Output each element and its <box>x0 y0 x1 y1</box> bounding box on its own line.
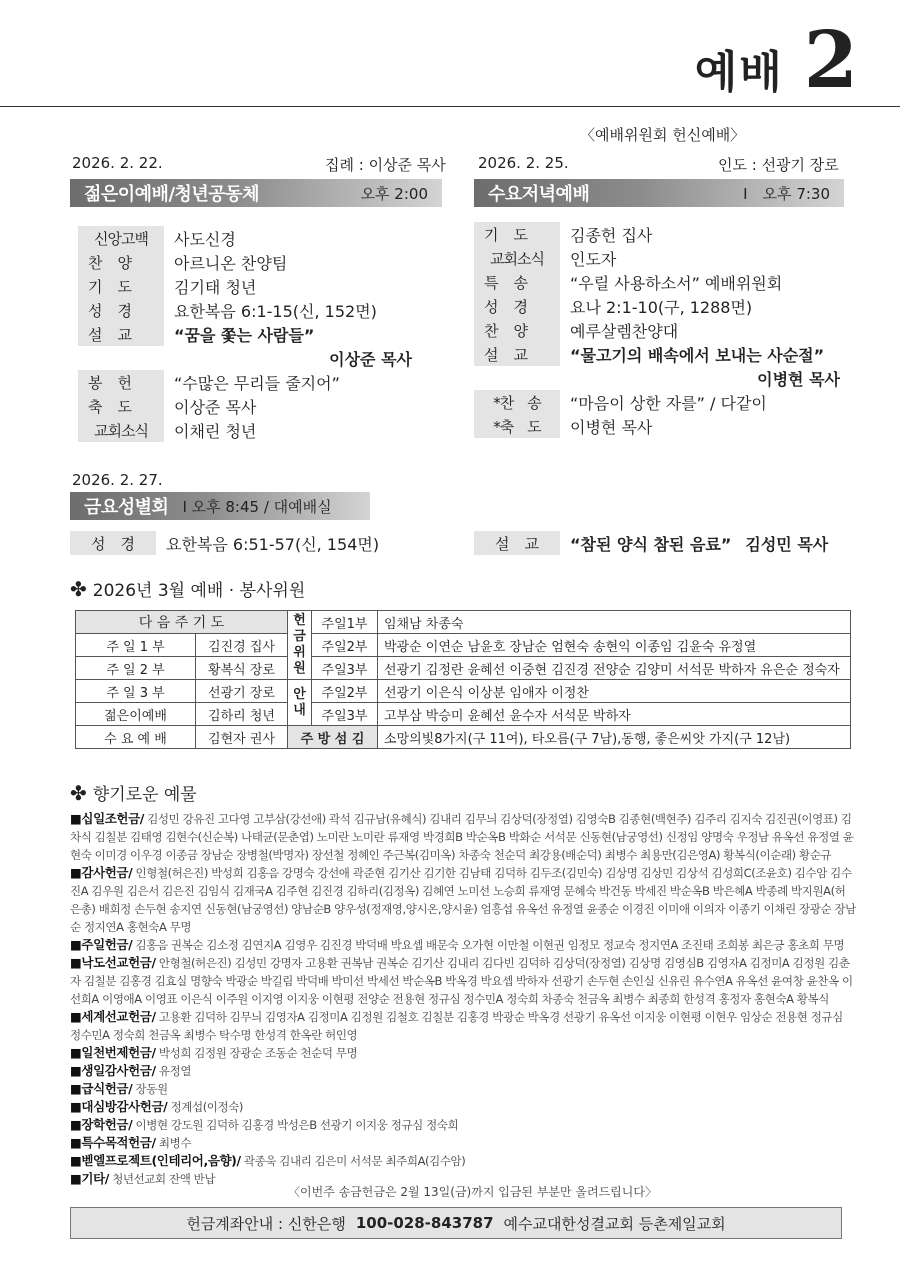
order-label: *축 도 <box>474 414 560 438</box>
prayer-service: 주 일 3 부 <box>76 680 196 703</box>
wednesday-service-title: 수요저녁예배 <box>488 184 590 205</box>
order-row <box>474 414 840 438</box>
visit-groups: 소망의빛8가지(구 11여), 타오름(구 7남),동행, 좋은씨앗 가지(구 12남) <box>378 726 851 749</box>
offering-entry <box>70 1134 856 1152</box>
offering-entry <box>70 810 856 864</box>
offering-entry <box>70 1116 856 1134</box>
duty-service: 주일3부 <box>312 657 378 680</box>
duty-names: 임채남 차종숙 <box>378 611 851 634</box>
offering-entry <box>70 1080 856 1098</box>
offerings-heading-text: 향기로운 예물 <box>92 785 197 805</box>
friday-scripture-row <box>70 531 379 555</box>
friday-sermon-label: 설 교 <box>474 531 560 555</box>
offering-entry <box>70 936 856 954</box>
youth-service-time: 오후 2:00 <box>360 184 428 203</box>
offering-category: ■감사헌금/ <box>70 865 133 880</box>
order-value: 이상준 목사 <box>174 397 257 417</box>
prayer-name: 김진경 집사 <box>196 634 288 657</box>
usher-group-label: 안내 <box>288 680 312 726</box>
offering-entry <box>70 1062 856 1080</box>
order-row <box>474 366 840 390</box>
order-label: 기 도 <box>78 274 164 298</box>
order-row <box>78 394 412 418</box>
friday-scripture-label: 성 경 <box>70 531 156 555</box>
offering-names: 곽종욱 김내리 김은미 서석문 최주희A(김수암) <box>240 1154 466 1168</box>
prayer-name: 김하리 청년 <box>196 703 288 726</box>
order-value: 이병현 목사 <box>570 417 653 437</box>
clover-icon: ✤ <box>70 780 87 805</box>
offering-entry <box>70 1008 856 1044</box>
order-value: 아르니온 찬양팀 <box>174 253 288 273</box>
wednesday-service-bar <box>474 179 844 207</box>
duty-row <box>76 726 851 749</box>
order-value: 김기태 청년 <box>174 277 257 297</box>
order-label: 기 도 <box>474 222 560 246</box>
youth-leader: 집례 : 이상준 목사 <box>325 156 446 174</box>
order-value: 요나 2:1-10(구, 1288면) <box>570 297 753 317</box>
friday-sermon-title: “참된 양식 참된 음료” <box>570 534 732 554</box>
order-row <box>474 342 840 366</box>
page-number: 2 <box>803 15 858 106</box>
preacher-name: 이상준 목사 <box>329 349 412 369</box>
youth-date: 2026. 2. 22. <box>72 154 163 172</box>
offering-category: ■대심방감사헌금/ <box>70 1099 168 1114</box>
order-value: “꿈을 쫓는 사람들” <box>174 325 315 345</box>
offering-entry <box>70 1152 856 1170</box>
offering-names: 유정열 <box>155 1064 192 1078</box>
page-header <box>694 15 858 106</box>
order-row <box>78 370 412 394</box>
wednesday-date: 2026. 2. 25. <box>478 154 569 172</box>
youth-service-bar <box>70 179 442 207</box>
order-row <box>474 246 840 270</box>
duty-service: 주일3부 <box>312 703 378 726</box>
order-value: 인도자 <box>570 249 617 269</box>
youth-service-title: 젊은이예배/청년공동체 <box>84 184 259 205</box>
order-label: 교회소식 <box>474 246 560 270</box>
order-row <box>78 274 412 298</box>
order-row <box>474 270 840 294</box>
offering-entry <box>70 864 856 936</box>
friday-date: 2026. 2. 27. <box>72 471 163 489</box>
offering-list <box>70 810 856 1188</box>
wednesday-service-time: I 오후 7:30 <box>743 184 830 203</box>
order-row <box>78 346 412 370</box>
friday-service-time: I 오후 8:45 / 대예배실 <box>182 497 332 516</box>
wednesday-order-list <box>474 222 840 438</box>
order-row <box>78 418 412 442</box>
committee-note: 〈예배위원회 헌신예배〉 <box>580 126 746 144</box>
order-label: 봉 헌 <box>78 370 164 394</box>
order-row <box>474 390 840 414</box>
order-label <box>474 366 560 390</box>
bank-holder: 예수교대한성결교회 등촌제일교회 <box>503 1214 726 1233</box>
duty-names: 고부삼 박승미 윤혜선 윤수자 서석문 박하자 <box>378 703 851 726</box>
offering-category: ■급식헌금/ <box>70 1081 133 1096</box>
offering-category: ■일천번제헌금/ <box>70 1045 156 1060</box>
offering-note: 〈이번주 송금헌금은 2월 13일(금)까지 입금된 부분만 올려드립니다〉 <box>288 1185 657 1199</box>
wednesday-leader: 인도 : 선광기 장로 <box>718 156 839 174</box>
order-row <box>474 222 840 246</box>
prayer-name: 김현자 권사 <box>196 726 288 749</box>
order-value: “우릴 사용하소서” 예배위원회 <box>570 273 783 293</box>
order-label: 설 교 <box>474 342 560 366</box>
order-value: 이채린 청년 <box>174 421 257 441</box>
march-duty-heading <box>70 576 305 601</box>
offering-names: 최병수 <box>155 1136 192 1150</box>
order-value: 사도신경 <box>174 229 236 249</box>
offering-category: ■기타/ <box>70 1171 109 1186</box>
offering-category: ■낙도선교헌금/ <box>70 955 156 970</box>
prayer-service: 주 일 1 부 <box>76 634 196 657</box>
offering-category: ■십일조헌금/ <box>70 811 144 826</box>
order-label: 찬 양 <box>474 318 560 342</box>
order-row <box>78 298 412 322</box>
duty-row <box>76 703 851 726</box>
youth-order-list <box>78 226 412 442</box>
order-label <box>78 346 164 370</box>
order-row <box>78 322 412 346</box>
order-row <box>474 318 840 342</box>
offering-category: ■주일헌금/ <box>70 937 133 952</box>
order-row <box>78 226 412 250</box>
offering-category: ■세계선교헌금/ <box>70 1009 156 1024</box>
duty-row <box>76 634 851 657</box>
offering-category: ■특수목적헌금/ <box>70 1135 156 1150</box>
order-label: 신앙고백 <box>78 226 164 250</box>
order-value: 예루살렘찬양대 <box>570 321 679 341</box>
bank-label: 헌금계좌안내 : 신한은행 <box>186 1214 346 1233</box>
duty-service: 주일1부 <box>312 611 378 634</box>
visit-label: 주 방 섬 김 <box>288 726 378 749</box>
prayer-name: 선광기 장로 <box>196 680 288 703</box>
order-value: “물고기의 배속에서 보내는 사순절” <box>570 345 825 365</box>
bank-info-box <box>70 1207 842 1239</box>
duty-names: 박광순 이연순 남윤호 장남순 엄현숙 송현익 이종임 김윤숙 유정열 <box>378 634 851 657</box>
order-label: 교회소식 <box>78 418 164 442</box>
offering-names: 장동원 <box>132 1082 168 1096</box>
friday-sermon-row <box>474 531 828 555</box>
prayer-service: 주 일 2 부 <box>76 657 196 680</box>
order-label: 찬 양 <box>78 250 164 274</box>
duty-row <box>76 657 851 680</box>
offering-group-label: 헌금위원 <box>288 611 312 680</box>
order-value: 요한복음 6:1-15(신, 152면) <box>174 301 377 321</box>
duty-row <box>76 611 851 634</box>
offering-names: 인형철(허은진) 박성희 김홍음 강명숙 강선애 곽준현 김기산 김기한 김남태 김덕하 김두조(김민숙) 김상명 김상민 김상석 김성희C(조윤호) 김수암 김수진A 김우원 김은서 김은진 김임식 김재국A 김주현 김진경 김하리(김정옥) 김혜연 노미선 노승희 류재영 문혜숙 박건동 박세진 박순옥B 박은혜A 박종례 박지원A(허은총) 배희정 손두현 송지연 신동현(남궁영선) 양남순B 양우성(정재영,양시온,양시윤) 엄흥섭 유옥선 유정열 윤종순 이경진 이미애 이의자 이종기 이채린 장광순 장남순 정지연A 홍현숙A 무명 <box>70 866 856 934</box>
duty-names: 선광기 김정란 윤혜선 이중현 김진경 전양순 김양미 서석문 박하자 유은순 정숙자 <box>378 657 851 680</box>
offering-names: 고용환 김덕하 김무늬 김영자A 김정미A 김정원 김철호 김칠분 김홍경 박광순 박옥경 선광기 유옥선 이지웅 이현평 이현우 임상순 전용현 정규심 정수민A 정숙희 천금옥 최병수 탁수명 한성격 한옥란 허인영 <box>70 1010 843 1042</box>
offering-names: 정계섭(이정숙) <box>167 1100 243 1114</box>
order-value: “마음이 상한 자를” / 다같이 <box>570 393 767 413</box>
prayer-service: 젊은이예배 <box>76 703 196 726</box>
order-label: 축 도 <box>78 394 164 418</box>
order-row <box>474 294 840 318</box>
order-label: 설 교 <box>78 322 164 346</box>
order-label: 성 경 <box>474 294 560 318</box>
bank-account: 100-028-843787 <box>355 1214 494 1232</box>
offering-names: 안형철(허은진) 김성민 강명자 고용환 권복남 권복순 김기산 김내리 김다빈 김덕하 김상덕(장정열) 김상명 김영심B 김영자A 김정미A 김정원 김춘자 김칠분 김홍경 김효실 명향숙 박광순 박길림 박덕배 박미선 박세선 박순옥B 박옥경 박요셉 박하자 선광기 손두현 손인실 신유린 유수연A 유옥선 윤여창 윤찬옥 이선희A 이영애A 이영표 이은식 이주원 이지영 이지웅 이현평 전양순 전용현 정규심 정수민A 정숙희 차종숙 천금옥 최병수 최종희 한성격 홍정자 홍현숙A 황복식 <box>70 956 853 1006</box>
offerings-heading <box>70 780 197 805</box>
header-rule <box>0 106 900 107</box>
offering-entry <box>70 1098 856 1116</box>
order-label: *찬 송 <box>474 390 560 414</box>
order-value: “수많은 무리들 줄지어” <box>174 373 340 393</box>
order-value: 김종헌 집사 <box>570 225 653 245</box>
offering-names: 김홍음 권복순 김소정 김연지A 김영우 김진경 박덕배 박요셉 배문숙 오가현 이만철 이현권 임정모 정교숙 정지연A 조진태 조희봉 최은긍 홍초희 무명 <box>132 938 845 952</box>
order-row <box>78 250 412 274</box>
friday-service-bar <box>70 492 370 520</box>
offering-entry <box>70 954 856 1008</box>
header-word: 예배 <box>694 47 784 98</box>
offering-names: 이병현 강도원 김덕하 김홍경 박성은B 선광기 이지웅 정규심 정숙희 <box>132 1118 459 1132</box>
friday-service-title: 금요성별회 <box>84 497 169 518</box>
offering-category: ■벧엘프로젝트(인테리어,음향)/ <box>70 1153 241 1168</box>
march-duty-heading-text: 2026년 3월 예배 · 봉사위원 <box>92 581 306 601</box>
offering-names: 김성민 강유진 고다영 고부삼(강선애) 곽석 김규남(유혜식) 김내리 김무늬 김상덕(장정열) 김영숙B 김종현(백현주) 김주리 김지숙 김진권(이영표) 김차식 김칠분 김태영 김현수(신순복) 나태균(문춘엽) 노미란 노미란 류재영 박경희B 박순옥B 박화순 서석문 신동현(남궁영선) 신정임 양명숙 우정남 유옥선 유정열 윤현숙 이미경 이우경 이종금 장남순 장병철(박명자) 장선철 정혜인 주근복(김미옥) 차종숙 천순덕 최강용(배순덕) 최병수 최용만(김은영A) 황복식(이순래) 황순규 <box>70 812 854 862</box>
preacher-name: 이병현 목사 <box>757 369 840 389</box>
order-label: 성 경 <box>78 298 164 322</box>
duty-service: 주일2부 <box>312 634 378 657</box>
order-label: 특 송 <box>474 270 560 294</box>
friday-scripture: 요한복음 6:51-57(신, 154면) <box>166 534 380 554</box>
friday-preacher: 김성민 목사 <box>745 534 829 554</box>
duty-table <box>75 610 851 749</box>
prayer-header: 다 음 주 기 도 <box>76 611 288 634</box>
prayer-name: 황복식 장로 <box>196 657 288 680</box>
offering-entry <box>70 1044 856 1062</box>
offering-names: 청년선교회 잔액 반납 <box>108 1172 216 1186</box>
duty-names: 선광기 이은식 이상분 임애자 이정찬 <box>378 680 851 703</box>
clover-icon: ✤ <box>70 576 87 601</box>
offering-category: ■생일감사헌금/ <box>70 1063 156 1078</box>
offering-names: 박성희 김정원 장광순 조동순 천순덕 무명 <box>155 1046 358 1060</box>
offering-category: ■장학헌금/ <box>70 1117 133 1132</box>
prayer-service: 수 요 예 배 <box>76 726 196 749</box>
duty-service: 주일2부 <box>312 680 378 703</box>
duty-row <box>76 680 851 703</box>
